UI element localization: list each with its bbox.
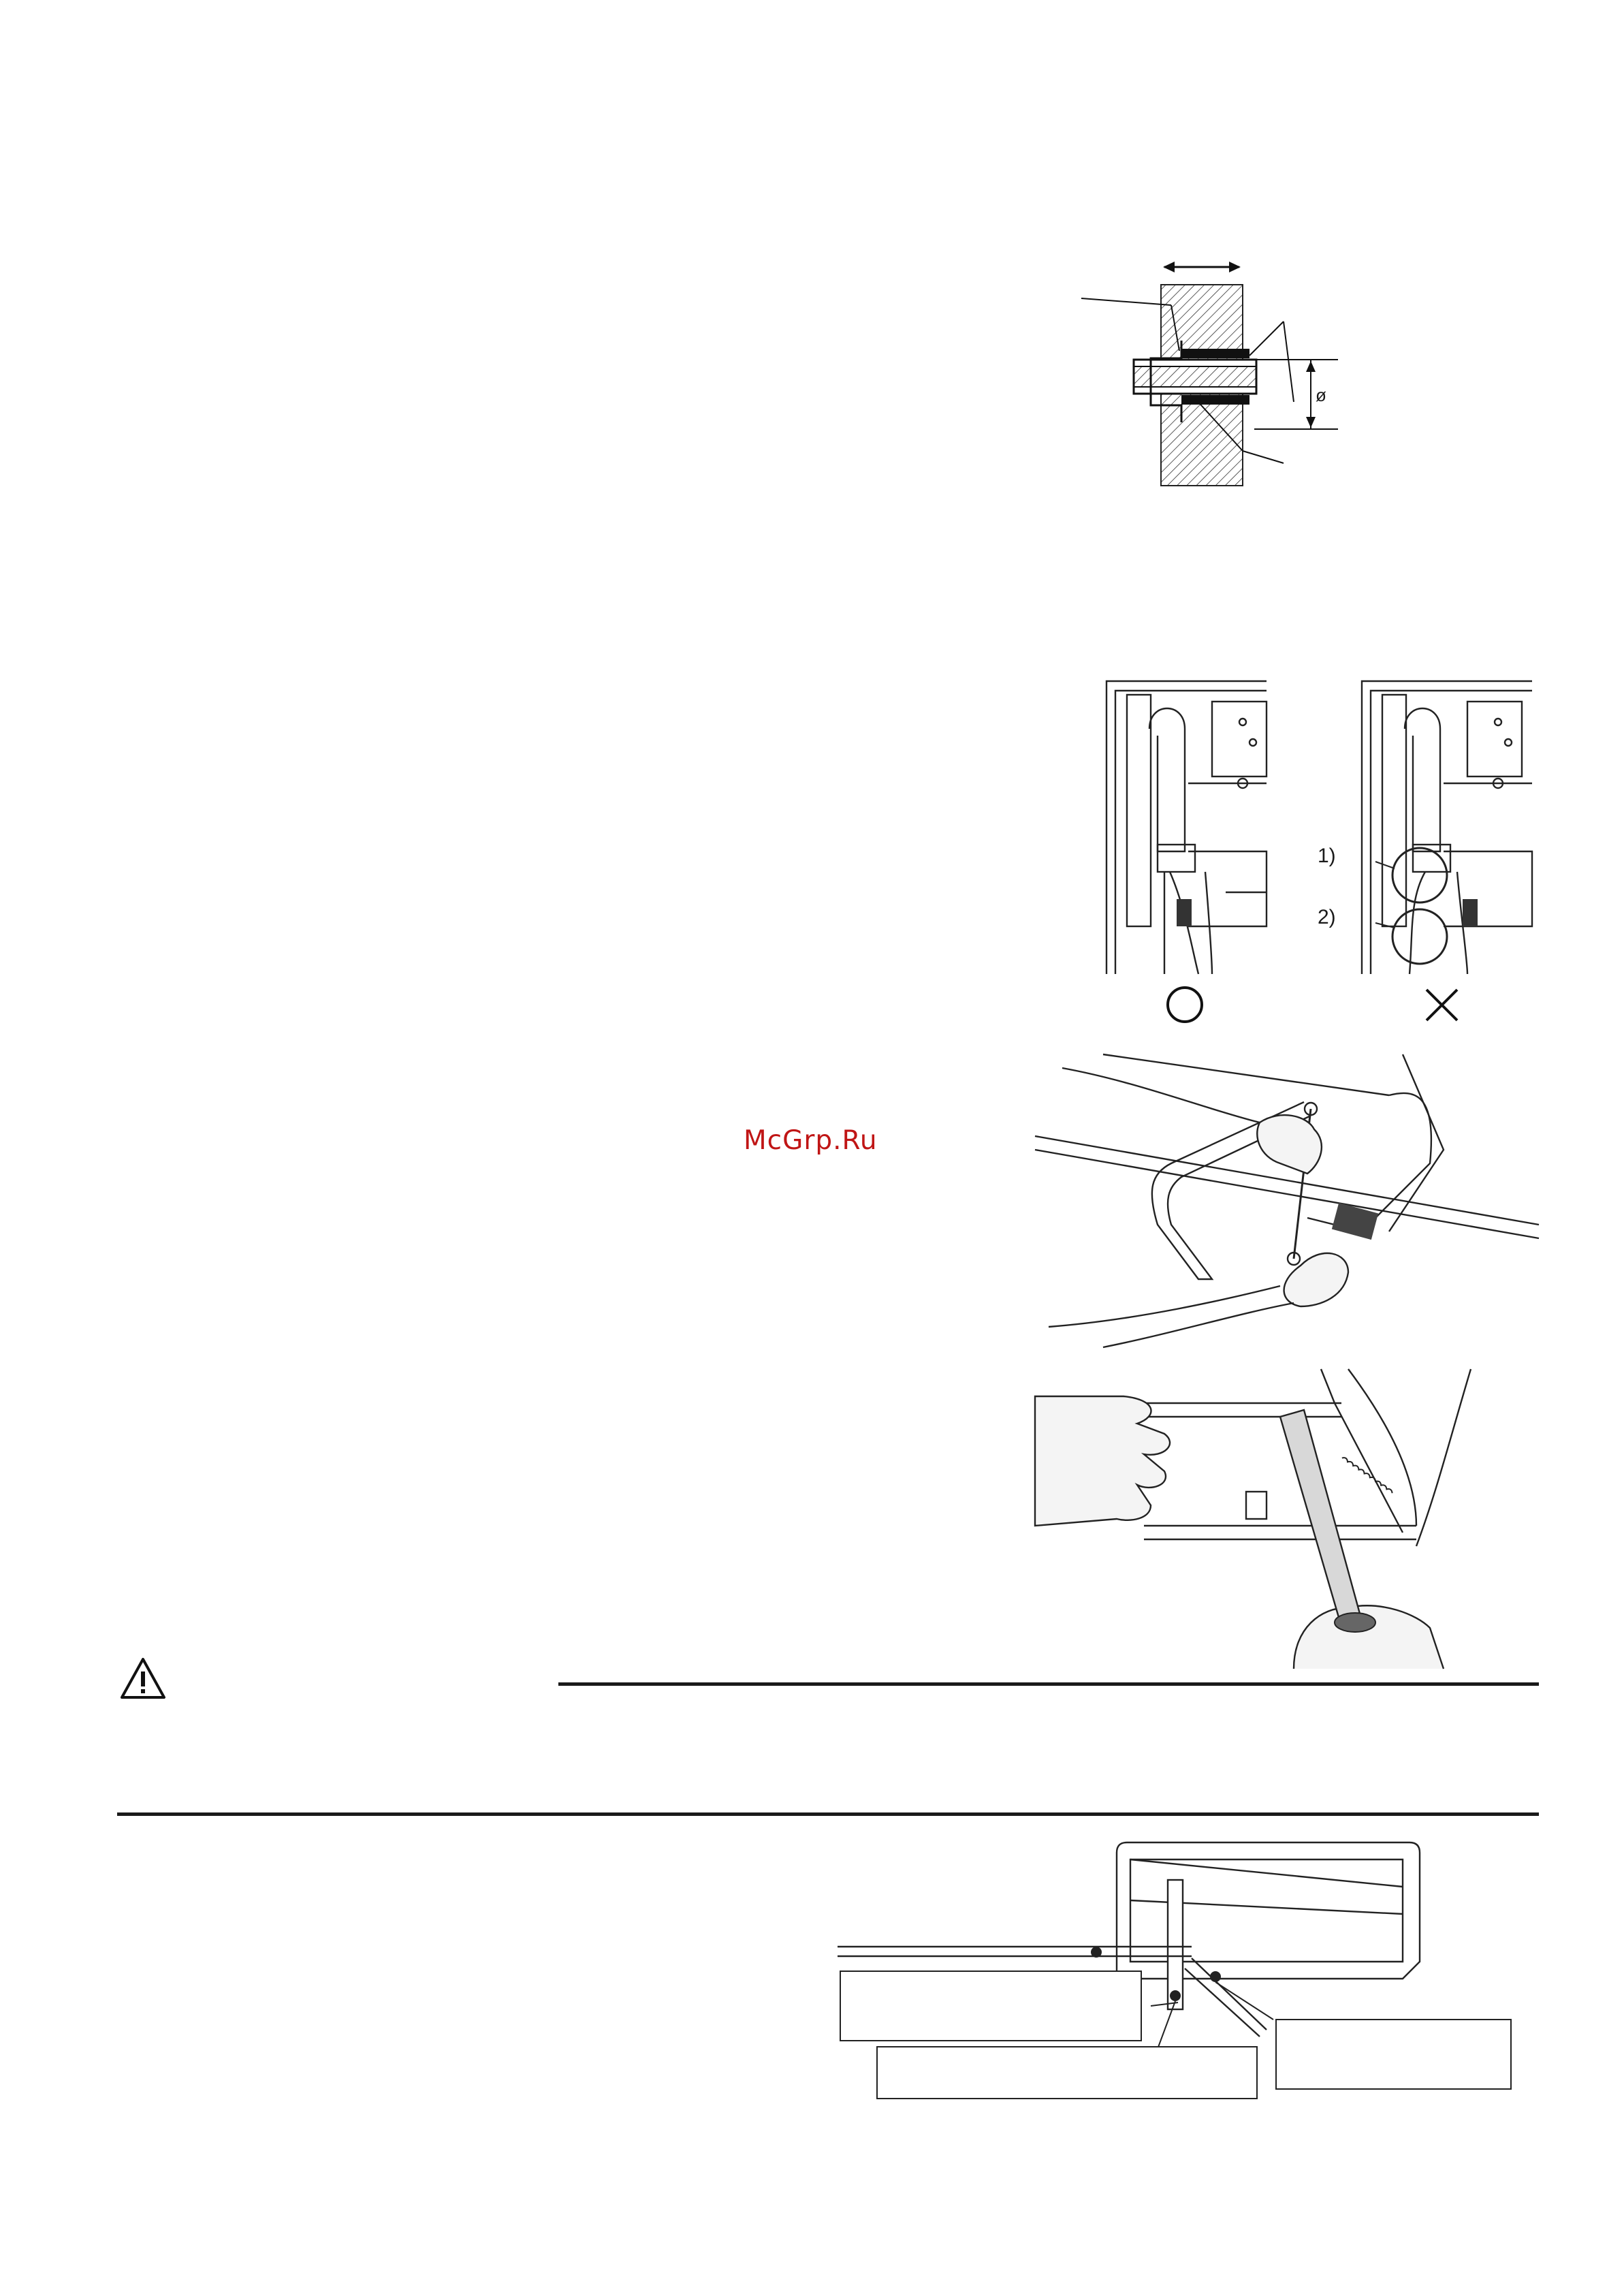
connection-label-right [1275, 2019, 1512, 2090]
warning-triangle-icon [119, 1657, 167, 1700]
diameter-symbol: ø [1316, 385, 1326, 405]
sawing-figure [1035, 1054, 1539, 1354]
callout-1-label: 1) [1318, 845, 1336, 867]
hose-routing-figure [1089, 674, 1532, 1042]
wall-sleeve-figure [1076, 259, 1362, 490]
watermark-text: McGrp.Ru [744, 1125, 878, 1156]
hose-routing-correct [1089, 674, 1532, 1042]
cross-wrong-icon [1427, 990, 1457, 1020]
filing-figure [1035, 1369, 1539, 1669]
section-divider-rule [117, 1812, 1539, 1816]
file-tool-body [1280, 1410, 1375, 1632]
circle-correct-icon [1168, 988, 1202, 1022]
wall-sleeve-diagram [1076, 259, 1362, 490]
caution-top-rule [558, 1682, 1539, 1686]
file-tool-icon [1035, 1369, 1539, 1669]
callout-2-label: 2) [1318, 906, 1336, 928]
hacksaw-icon [1035, 1054, 1539, 1354]
connection-label-center [876, 2046, 1258, 2099]
connection-label-left [840, 1971, 1142, 2041]
